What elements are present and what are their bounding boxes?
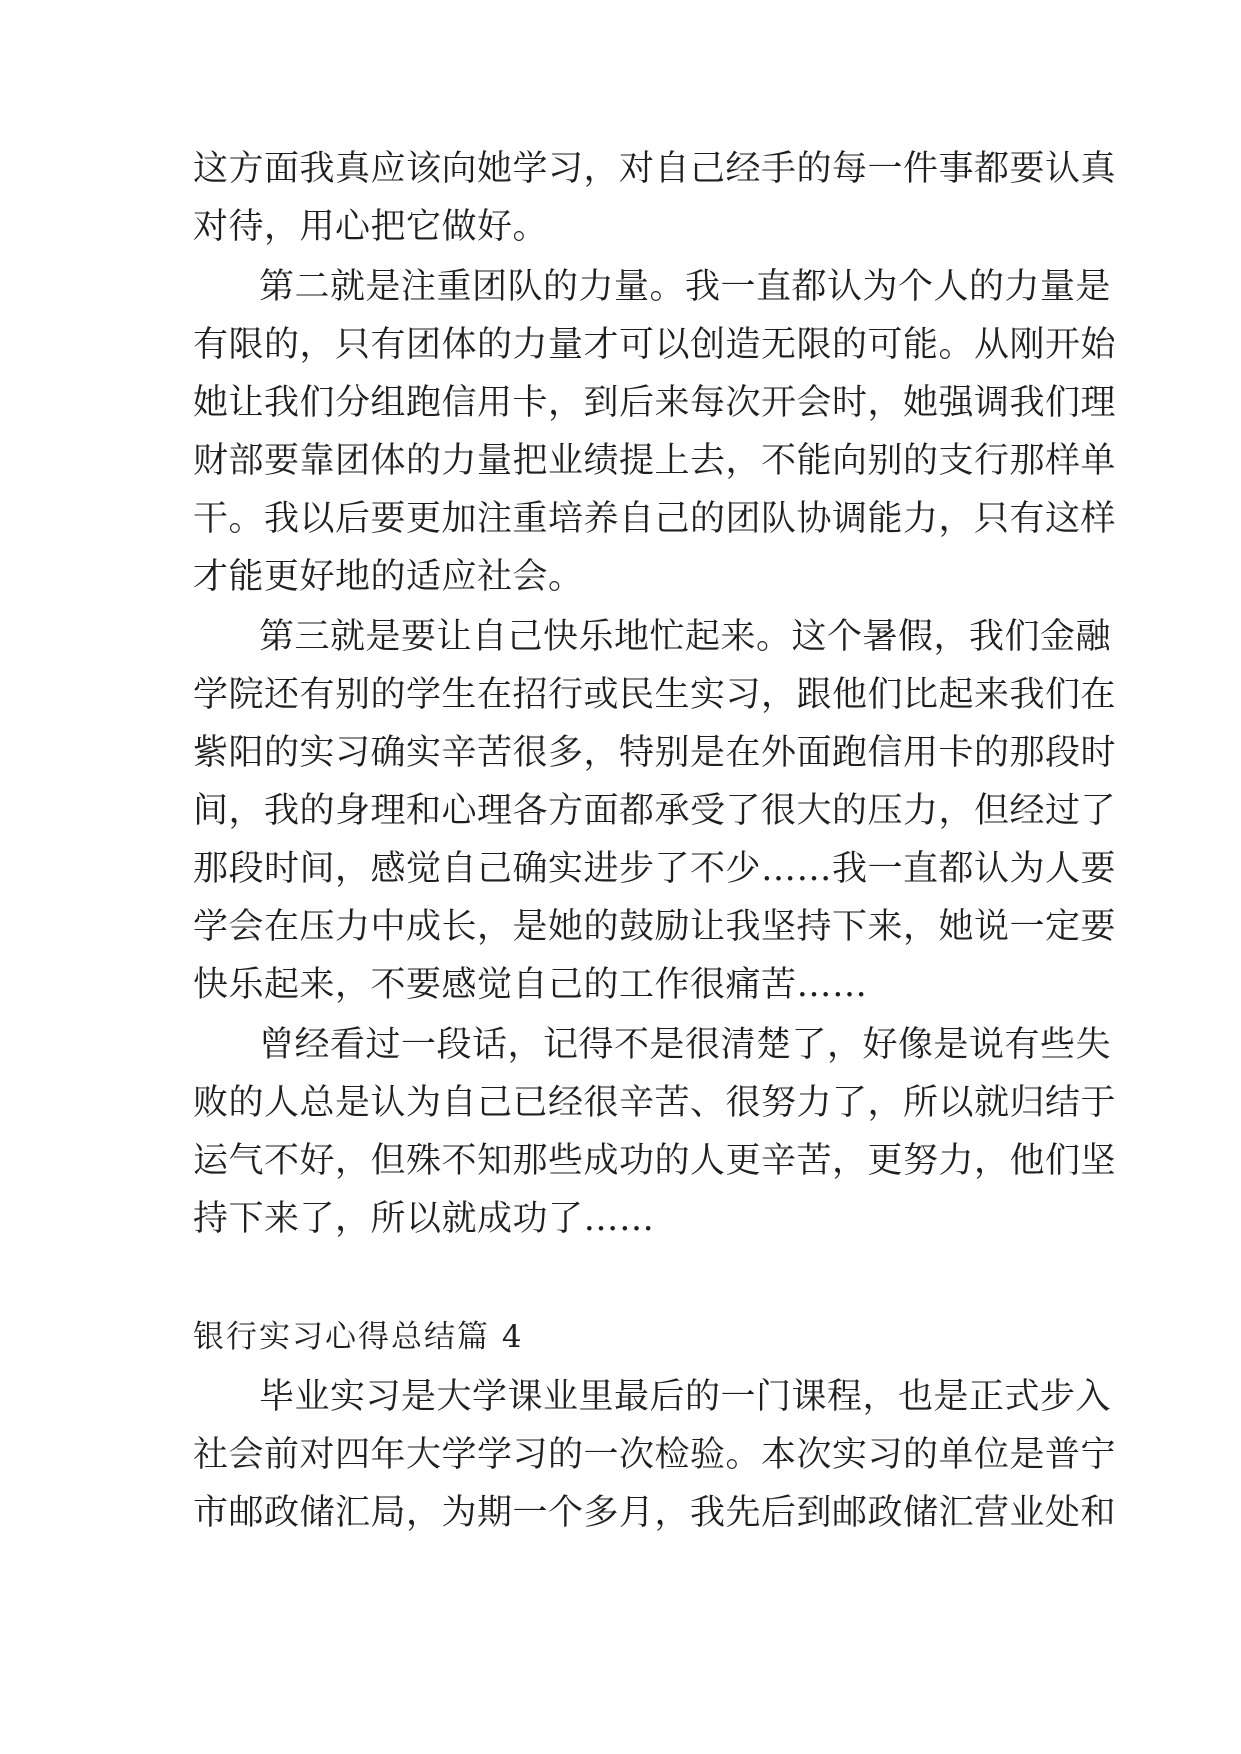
paragraph-line: 第三就是要让自己快乐地忙起来。这个暑假，我们金融 xyxy=(259,617,1112,657)
paragraph-line: 毕业实习是大学课业里最后的一门课程，也是正式步入 xyxy=(259,1377,1112,1417)
paragraph-line: 干。我以后要更加注重培养自己的团队协调能力，只有这样 xyxy=(193,499,1117,539)
paragraph-line: 持下来了，所以就成功了…… xyxy=(193,1199,655,1239)
paragraph-line: 她让我们分组跑信用卡，到后来每次开会时，她强调我们理 xyxy=(193,383,1117,423)
paragraph-line: 学会在压力中成长，是她的鼓励让我坚持下来，她说一定要 xyxy=(193,907,1117,947)
paragraph-line: 市邮政储汇局，为期一个多月，我先后到邮政储汇营业处和 xyxy=(193,1493,1117,1533)
paragraph-line: 这方面我真应该向她学习，对自己经手的每一件事都要认真 xyxy=(193,149,1117,189)
paragraph-line: 社会前对四年大学学习的一次检验。本次实习的单位是普宁 xyxy=(193,1435,1117,1475)
paragraph-line: 快乐起来，不要感觉自己的工作很痛苦…… xyxy=(193,965,868,1005)
paragraph-line: 有限的，只有团体的力量才可以创造无限的可能。从刚开始 xyxy=(193,325,1117,365)
paragraph-line: 对待，用心把它做好。 xyxy=(193,207,549,247)
paragraph-line: 间，我的身理和心理各方面都承受了很大的压力，但经过了 xyxy=(193,791,1117,831)
paragraph-line: 紫阳的实习确实辛苦很多，特别是在外面跑信用卡的那段时 xyxy=(193,733,1117,773)
paragraph-line: 第二就是注重团队的力量。我一直都认为个人的力量是 xyxy=(259,267,1112,307)
paragraph-line: 学院还有别的学生在招行或民生实习，跟他们比起来我们在 xyxy=(193,675,1117,715)
paragraph-line: 才能更好地的适应社会。 xyxy=(193,557,584,597)
paragraph-line: 那段时间，感觉自己确实进步了不少……我一直都认为人要 xyxy=(193,849,1117,889)
paragraph-line: 败的人总是认为自己已经很辛苦、很努力了，所以就归结于 xyxy=(193,1083,1117,1123)
paragraph-line: 财部要靠团体的力量把业绩提上去，不能向别的支行那样单 xyxy=(193,441,1117,481)
paragraph-line: 曾经看过一段话，记得不是很清楚了，好像是说有些失 xyxy=(259,1025,1112,1065)
section-heading: 银行实习心得总结篇 4 xyxy=(193,1319,524,1355)
paragraph-line: 运气不好，但殊不知那些成功的人更辛苦，更努力，他们坚 xyxy=(193,1141,1117,1181)
